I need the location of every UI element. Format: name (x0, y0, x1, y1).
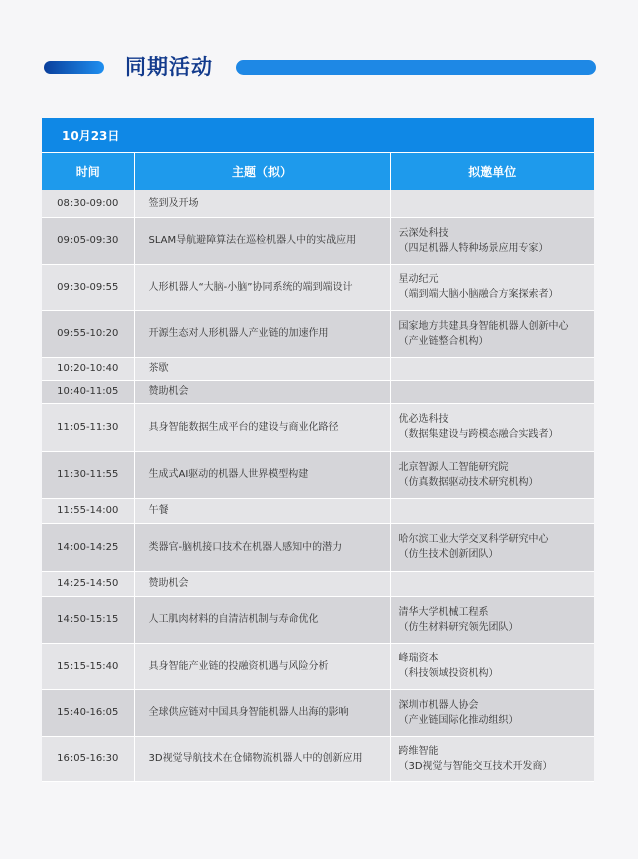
org-note: （数据集建设与跨模态融合实践者） (398, 429, 559, 440)
row-org (390, 523, 594, 571)
org-note: （端到端大脑小脑融合方案探索者） (398, 289, 559, 300)
org-name: 云深处科技 (398, 227, 449, 239)
org-note: （仿生技术创新团队） (398, 549, 499, 560)
org-name: 峰瑞资本 (398, 653, 439, 664)
row-topic: 类器官-脑机接口技术在机器人感知中的潜力 (134, 523, 390, 571)
org-name: 星动纪元 (398, 274, 439, 285)
row-topic: 签到及开场 (134, 190, 390, 217)
row-time: 14:25-14:50 (42, 571, 134, 596)
table-row (42, 451, 594, 498)
row-time: 10:20-10:40 (42, 357, 134, 380)
row-topic: 3D视觉导航技术在仓储物流机器人中的创新应用 (134, 736, 390, 781)
column-header-time: 时间 (42, 153, 134, 191)
org-note: （3D视觉与智能交互技术开发商） (398, 760, 553, 772)
row-org (390, 217, 594, 264)
decorative-bar-left (44, 61, 104, 74)
row-time: 14:50-15:15 (42, 596, 134, 643)
row-time: 15:40-16:05 (42, 689, 134, 736)
row-time: 09:55-10:20 (42, 310, 134, 357)
row-org (390, 643, 594, 689)
sponsor-opportunity-label: 赞助机会 (134, 380, 390, 403)
row-topic: 具身智能数据生成平台的建设与商业化路径 (134, 403, 390, 451)
table-row (42, 643, 594, 689)
row-topic: 午餐 (134, 498, 390, 523)
table-row (42, 217, 594, 264)
table-row (42, 523, 594, 571)
row-time: 11:55-14:00 (42, 498, 134, 523)
org-note: （产业链国际化推动组织） (398, 714, 519, 726)
row-org (390, 264, 594, 310)
table-row (42, 264, 594, 310)
row-topic: 茶歇 (134, 357, 390, 380)
org-name: 深圳市机器人协会 (398, 699, 479, 711)
column-header-topic: 主题（拟） (134, 153, 390, 191)
row-org (390, 736, 594, 781)
date-row (42, 118, 594, 153)
row-org (390, 190, 594, 217)
row-topic: SLAM导航避障算法在巡检机器人中的实战应用 (134, 217, 390, 264)
table-row (42, 736, 594, 781)
row-org (390, 498, 594, 523)
row-time: 10:40-11:05 (42, 380, 134, 403)
org-note: （产业链整合机构） (398, 335, 489, 347)
row-topic: 具身智能产业链的投融资机遇与风险分析 (134, 643, 390, 689)
row-time: 08:30-09:00 (42, 190, 134, 217)
row-topic: 人形机器人“大脑-小脑”协同系统的端到端设计 (134, 264, 390, 310)
row-org (390, 451, 594, 498)
section-title: 同期活动 (125, 55, 213, 79)
table-row (42, 357, 594, 380)
row-org (390, 596, 594, 643)
row-time: 16:05-16:30 (42, 736, 134, 781)
table-row (42, 498, 594, 523)
table-row (42, 403, 594, 451)
row-org (390, 571, 594, 596)
sponsor-opportunity-label: 赞助机会 (134, 571, 390, 596)
row-org (390, 310, 594, 357)
column-header-org: 拟邀单位 (390, 153, 594, 191)
row-org (390, 380, 594, 403)
table-row (42, 689, 594, 736)
row-time: 11:30-11:55 (42, 451, 134, 498)
org-note: （仿真数据驱动技术研究机构） (398, 476, 539, 488)
org-name: 清华大学机械工程系 (398, 606, 489, 618)
column-header-row (42, 153, 594, 191)
row-topic: 全球供应链对中国具身智能机器人出海的影响 (134, 689, 390, 736)
row-time: 15:15-15:40 (42, 643, 134, 689)
row-time: 09:30-09:55 (42, 264, 134, 310)
table-row (42, 190, 594, 217)
row-org (390, 403, 594, 451)
decorative-bar-right (236, 60, 596, 75)
section-header (0, 0, 638, 110)
org-name: 北京智源人工智能研究院 (398, 461, 509, 473)
row-org (390, 357, 594, 380)
org-note: （仿生材料研究领先团队） (398, 621, 519, 633)
row-topic: 生成式AI驱动的机器人世界模型构建 (134, 451, 390, 498)
org-name: 优必选科技 (398, 414, 449, 425)
row-time: 14:00-14:25 (42, 523, 134, 571)
table-row (42, 596, 594, 643)
org-note: （四足机器人特种场景应用专家） (398, 242, 549, 254)
table-row (42, 310, 594, 357)
schedule-table (42, 118, 594, 782)
org-name: 国家地方共建具身智能机器人创新中心 (398, 320, 569, 332)
org-name: 跨维智能 (398, 745, 439, 757)
row-org (390, 689, 594, 736)
row-topic: 开源生态对人形机器人产业链的加速作用 (134, 310, 390, 357)
row-topic: 人工肌肉材料的自清洁机制与寿命优化 (134, 596, 390, 643)
date-label: 10月23日 (42, 118, 594, 153)
row-time: 09:05-09:30 (42, 217, 134, 264)
row-time: 11:05-11:30 (42, 403, 134, 451)
org-note: （科技领域投资机构） (398, 668, 499, 679)
table-row (42, 571, 594, 596)
table-row (42, 380, 594, 403)
org-name: 哈尔滨工业大学交叉科学研究中心 (398, 534, 549, 545)
